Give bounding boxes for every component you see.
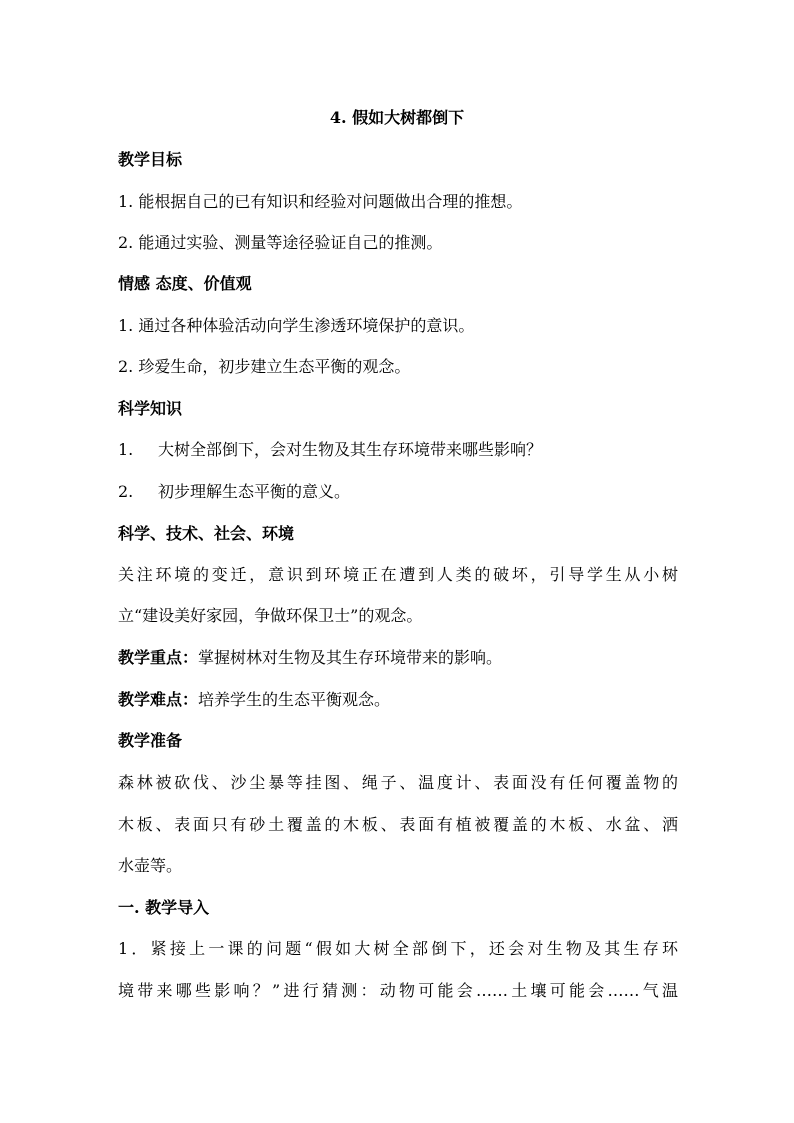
document-title: 4. 假如大树都倒下 — [329, 108, 465, 127]
objective-item: 2. 能通过实验、测量等途径验证自己的推测。 — [118, 233, 443, 252]
knowledge-heading: 科学知识 — [118, 399, 183, 418]
key-point-text: 掌握树林对生物及其生存环境带来的影响。 — [198, 648, 503, 667]
attitude-heading: 情感 态度、价值观 — [118, 274, 252, 293]
attitude-item: 2. 珍爱生命，初步建立生态平衡的观念。 — [118, 357, 411, 376]
key-point — [118, 648, 678, 668]
difficulty-text: 培养学生的生态平衡观念。 — [198, 690, 391, 709]
knowledge-item — [118, 482, 678, 502]
sts-paragraph-line: 关注环境的变迁，意识到环境正在遭到人类的破坏，引导学生从小树 — [118, 565, 678, 584]
key-point-label: 教学重点： — [118, 648, 199, 667]
attitude-item: 1. 通过各种体验活动向学生渗透环境保护的意识。 — [118, 316, 475, 335]
sts-paragraph-line: 立“建设美好家园，争做环保卫士”的观念。 — [118, 606, 423, 625]
preparation-paragraph-line: 水壶等。 — [118, 856, 183, 875]
preparation-heading: 教学准备 — [118, 731, 183, 750]
knowledge-item — [118, 440, 678, 460]
difficulty-label: 教学难点： — [118, 690, 199, 709]
preparation-paragraph-line: 森林被砍伐、沙尘暴等挂图、绳子、温度计、表面没有任何覆盖物的 — [118, 773, 678, 792]
item-text: 初步理解生态平衡的意义。 — [158, 482, 351, 501]
item-text: 大树全部倒下，会对生物及其生存环境带来哪些影响？ — [158, 440, 543, 459]
preparation-paragraph-line: 木板、表面只有砂土覆盖的木板、表面有植被覆盖的木板、水盆、洒 — [118, 815, 678, 834]
intro-paragraph-line: 境带来哪些影响？”进行猜测：动物可能会……土壤可能会……气温 — [118, 981, 678, 1000]
difficulty — [118, 690, 678, 710]
item-number: 2. — [118, 482, 134, 501]
objective-item: 1. 能根据自己的已有知识和经验对问题做出合理的推想。 — [118, 192, 523, 211]
intro-paragraph-line: 1．紧接上一课的问题“假如大树全部倒下，还会对生物及其生存环 — [118, 939, 678, 958]
sts-heading: 科学、技术、社会、环境 — [118, 524, 295, 543]
objectives-heading: 教学目标 — [118, 150, 183, 169]
intro-heading: 一. 教学导入 — [118, 898, 210, 917]
item-number: 1. — [118, 440, 134, 459]
